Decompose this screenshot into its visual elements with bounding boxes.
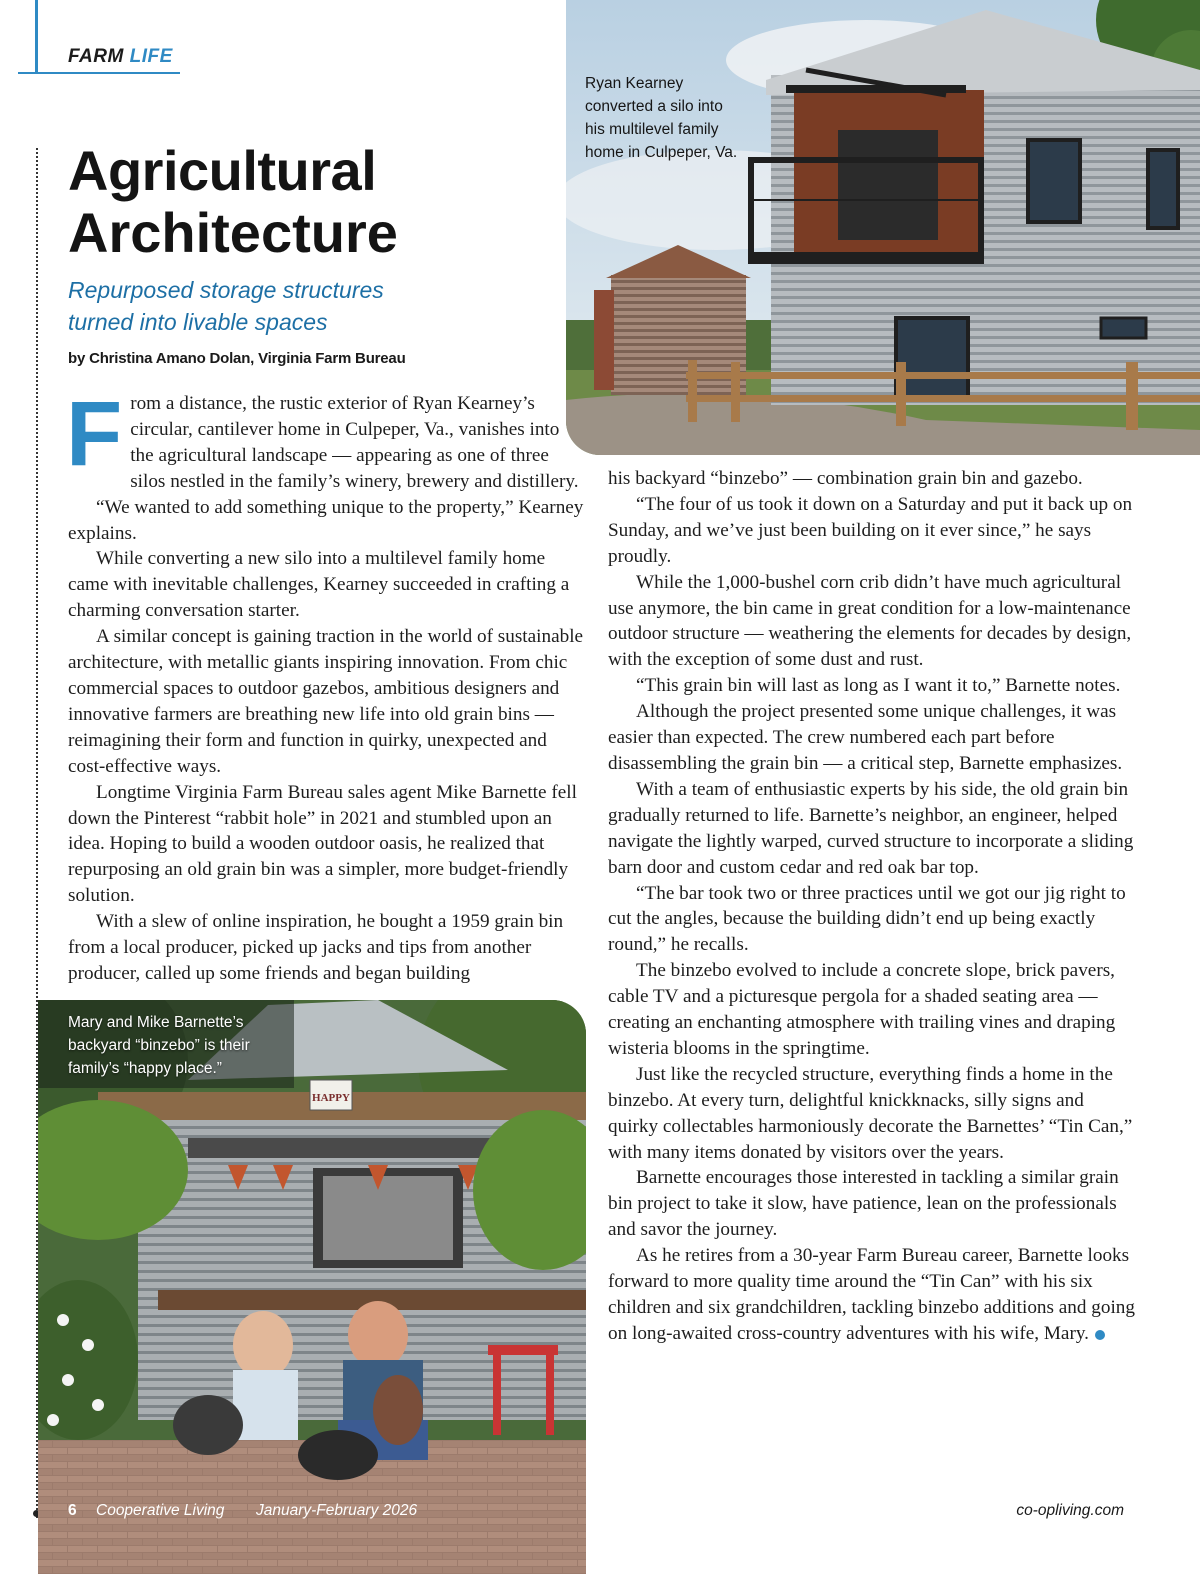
footer-magazine-name: Cooperative Living (96, 1502, 225, 1519)
section-word-life: LIFE (129, 46, 173, 67)
paragraph: rom a distance, the rustic exterior of Ryan Kearney’s circular, cantilever home in Culpeper, Va., vanishes into the agricultural landscape — appearing as one of three silos nestled in the family’s winery, brewery and distillery. (130, 393, 579, 492)
paragraph: The binzebo evolved to include a concrete slope, brick pavers, cable TV and a picturesque pergola for a shaded seating area — creating an enchanting atmosphere with trailing vines and draping wisteria blooms in the springtime. (608, 960, 1116, 1059)
bottom-photo-caption: Mary and Mike Barnette’s backyard “binzebo” is their family’s “happy place.” (68, 1014, 250, 1077)
deck-line-2: turned into livable spaces (68, 309, 328, 335)
paragraph: “This grain bin will last as long as I want it to,” Barnette notes. (636, 675, 1121, 697)
headline-line-2: Architecture (68, 201, 398, 264)
article-column-2 (608, 466, 1138, 1347)
paragraph: While the 1,000-bushel corn crib didn’t have much agricultural use anymore, the bin came in great condition for a low-maintenance outdoor structure — weathering the elements for decades by design, with the exception of some dust and rust. (608, 571, 1132, 671)
footer-page-number: 6 (68, 1502, 77, 1519)
silo-home-photo (566, 0, 1200, 455)
paragraph: While converting a new silo into a multilevel family home came with inevitable challenges, Kearney succeeded in crafting a charming conversation starter. (68, 548, 570, 622)
article-deck (68, 274, 488, 338)
paragraph: With a team of enthusiastic experts by his side, the old grain bin gradually returned to life. Barnette’s neighbor, an engineer, helped navigate the lightly warped, curved structure to incorporate a sliding barn door and custom cedar and red oak bar top. (608, 778, 1134, 878)
headline-line-1: Agricultural (68, 139, 377, 202)
paragraph: his backyard “binzebo” — combination grain bin and gazebo. (608, 468, 1083, 489)
paragraph: “The four of us took it down on a Saturday and put it back up on Sunday, and we’ve just been building on it ever since,” he says proudly. (608, 493, 1133, 567)
paragraph: Barnette encourages those interested in tackling a similar grain bin project to take it slow, have patience, lean on the professionals and savor the journey. (608, 1167, 1119, 1241)
paragraph: Just like the recycled structure, everything finds a home in the binzebo. At every turn, delightful knickknacks, silly signs and quirky collectables harmoniously decorate the Barnettes’ “Tin Can,” with many items donated by visitors over the years. (608, 1063, 1133, 1163)
footer-issue-date: January-February 2026 (256, 1502, 418, 1519)
paragraph: Although the project presented some unique challenges, it was easier than expected. The crew numbered each part before disassembling the grain bin — a critical step, Barnette emphasizes. (608, 701, 1123, 774)
paragraph-final-text: As he retires from a 30-year Farm Bureau career, Barnette looks forward to more quality time around the “Tin Can” with his six children and six grandchildren, tackling binzebo additions and going on long-awaited cross-country adventures with his wife, Mary. (608, 1245, 1135, 1344)
section-tag (68, 46, 173, 68)
paragraph: With a slew of online inspiration, he bought a 1959 grain bin from a local producer, picked up jacks and tips from another producer, called up some friends and began building (68, 911, 564, 984)
paragraph-final (608, 1243, 1138, 1347)
section-rule-horizontal (18, 72, 180, 74)
article-headline (68, 140, 538, 264)
paragraph: A similar concept is gaining traction in the world of sustainable architecture, with metallic giants inspiring innovation. From chic commercial spaces to outdoor gazebos, ambitious designers and innovative farmers are breathing new life into old grain bins — reimagining their form and function in quirky, unexpected and cost-effective ways. (68, 626, 584, 777)
article-column-1 (66, 383, 586, 987)
section-word-farm: FARM (68, 46, 124, 67)
top-photo-caption: Ryan Kearney converted a silo into his multilevel family home in Culpeper, Va. (585, 75, 738, 161)
end-mark-dot (1095, 1330, 1105, 1340)
happy-sign-text: HAPPY (312, 1092, 350, 1104)
footer-website: co-opliving.com (1016, 1502, 1124, 1519)
paragraph: “We wanted to add something unique to the property,” Kearney explains. (68, 496, 584, 544)
byline: by Christina Amano Dolan, Virginia Farm Bureau (68, 350, 406, 367)
drop-cap: F (66, 383, 123, 485)
paragraph: Longtime Virginia Farm Bureau sales agent Mike Barnette fell down the Pinterest “rabbit hole” in 2021 and stumbled upon an idea. Hoping to build a wooden outdoor oasis, he realized that repurposing an old grain bin was a simpler, more budget-friendly solution. (68, 781, 577, 907)
section-rule-vertical (35, 0, 38, 74)
paragraph: “The bar took two or three practices until we got our jig right to cut the angles, because the building didn’t end up being exactly round,” he recalls. (608, 882, 1126, 956)
deck-line-1: Repurposed storage structures (68, 277, 384, 303)
